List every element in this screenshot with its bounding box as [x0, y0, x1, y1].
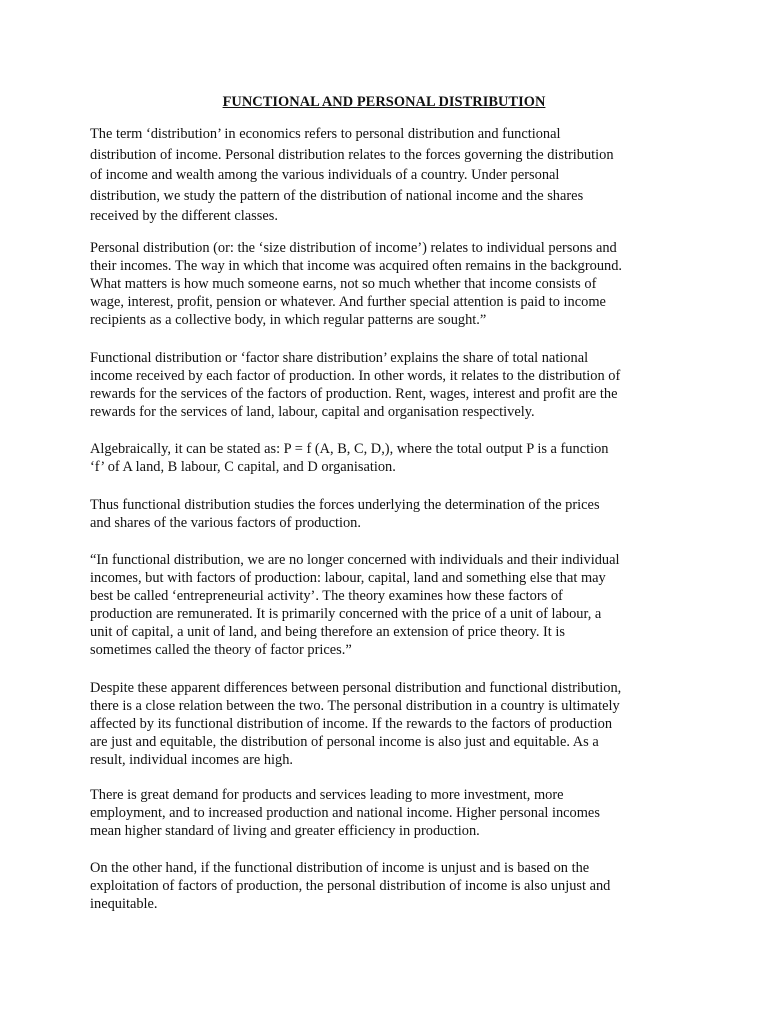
paragraph-line: Personal distribution (or: the ‘size distribution of income’) relates to individual persons and	[90, 240, 617, 256]
paragraph-line: There is great demand for products and services leading to more investment, more	[90, 787, 564, 803]
paragraph-1	[90, 124, 680, 227]
paragraph-2	[90, 239, 680, 329]
paragraph-line: On the other hand, if the functional distribution of income is unjust and is based on the	[90, 860, 590, 876]
paragraph-line: distribution, we study the pattern of the distribution of national income and the shares	[90, 187, 584, 204]
paragraph-line: of income and wealth among the various individuals of a country. Under personal	[90, 167, 560, 183]
paragraph-line: employment, and to increased production and national income. Higher personal incomes	[90, 805, 600, 821]
paragraph-line: recipients as a collective body, in which regular patterns are sought.”	[90, 312, 487, 328]
paragraph-line: Thus functional distribution studies the forces underlying the determination of the prices	[90, 497, 600, 513]
paragraph-line: “In functional distribution, we are no longer concerned with individuals and their individual	[90, 552, 620, 568]
paragraph-3	[90, 349, 680, 421]
paragraph-line: income received by each factor of production. In other words, it relates to the distribution of	[90, 368, 621, 384]
paragraph-line: production are remunerated. It is primarily concerned with the price of a unit of labour, a	[90, 606, 602, 622]
paragraph-4	[90, 440, 680, 476]
paragraph-line: incomes, but with factors of production: labour, capital, land and something else that may	[90, 570, 606, 586]
paragraph-line: What matters is how much someone earns, not so much whether that income consists of	[90, 276, 597, 292]
paragraph-line: rewards for the services of the factors of production. Rent, wages, interest and profit are the	[90, 386, 618, 402]
paragraph-line: distribution of income. Personal distribution relates to the forces governing the distribution	[90, 146, 614, 163]
paragraph-5	[90, 496, 680, 532]
paragraph-line: The term ‘distribution’ in economics refers to personal distribution and functional	[90, 126, 561, 142]
document-title: FUNCTIONAL AND PERSONAL DISTRIBUTION	[222, 94, 546, 110]
paragraph-7	[90, 679, 680, 769]
paragraph-line: mean higher standard of living and greater efficiency in production.	[90, 823, 480, 839]
paragraph-line: received by the different classes.	[90, 208, 278, 224]
paragraph-line: sometimes called the theory of factor prices.”	[90, 642, 352, 658]
paragraph-line: best be called ‘entrepreneurial activity’. The theory examines how these factors of	[90, 588, 563, 604]
paragraph-line: inequitable.	[90, 896, 158, 912]
paragraph-line: unit of capital, a unit of land, and being therefore an extension of price theory. It is	[90, 624, 565, 640]
paragraph-8	[90, 786, 680, 840]
paragraph-line: are just and equitable, the distribution of personal income is also just and equitable. As a	[90, 734, 599, 750]
paragraph-line: and shares of the various factors of production.	[90, 515, 361, 531]
paragraph-line: affected by its functional distribution of income. If the rewards to the factors of production	[90, 716, 613, 732]
paragraph-9	[90, 859, 680, 913]
paragraph-line: exploitation of factors of production, the personal distribution of income is also unjust and	[90, 878, 611, 894]
paragraph-line: result, individual incomes are high.	[90, 752, 294, 768]
paragraph-line: Algebraically, it can be stated as: P = f (A, B, C, D,), where the total output P is a function	[90, 441, 609, 457]
paragraph-line: there is a close relation between the two. The personal distribution in a country is ultimately	[90, 698, 620, 714]
paragraph-line: Despite these apparent differences between personal distribution and functional distribution,	[90, 680, 622, 696]
paragraph-line: ‘f’ of A land, B labour, C capital, and D organisation.	[90, 459, 396, 475]
paragraph-line: Functional distribution or ‘factor share distribution’ explains the share of total national	[90, 350, 589, 366]
paragraph-line: wage, interest, profit, pension or whatever. And further special attention is paid to income	[90, 294, 606, 310]
paragraph-6	[90, 551, 680, 659]
paragraph-line: rewards for the services of land, labour, capital and organisation respectively.	[90, 404, 535, 420]
paragraph-line: their incomes. The way in which that income was acquired often remains in the background.	[90, 258, 623, 274]
